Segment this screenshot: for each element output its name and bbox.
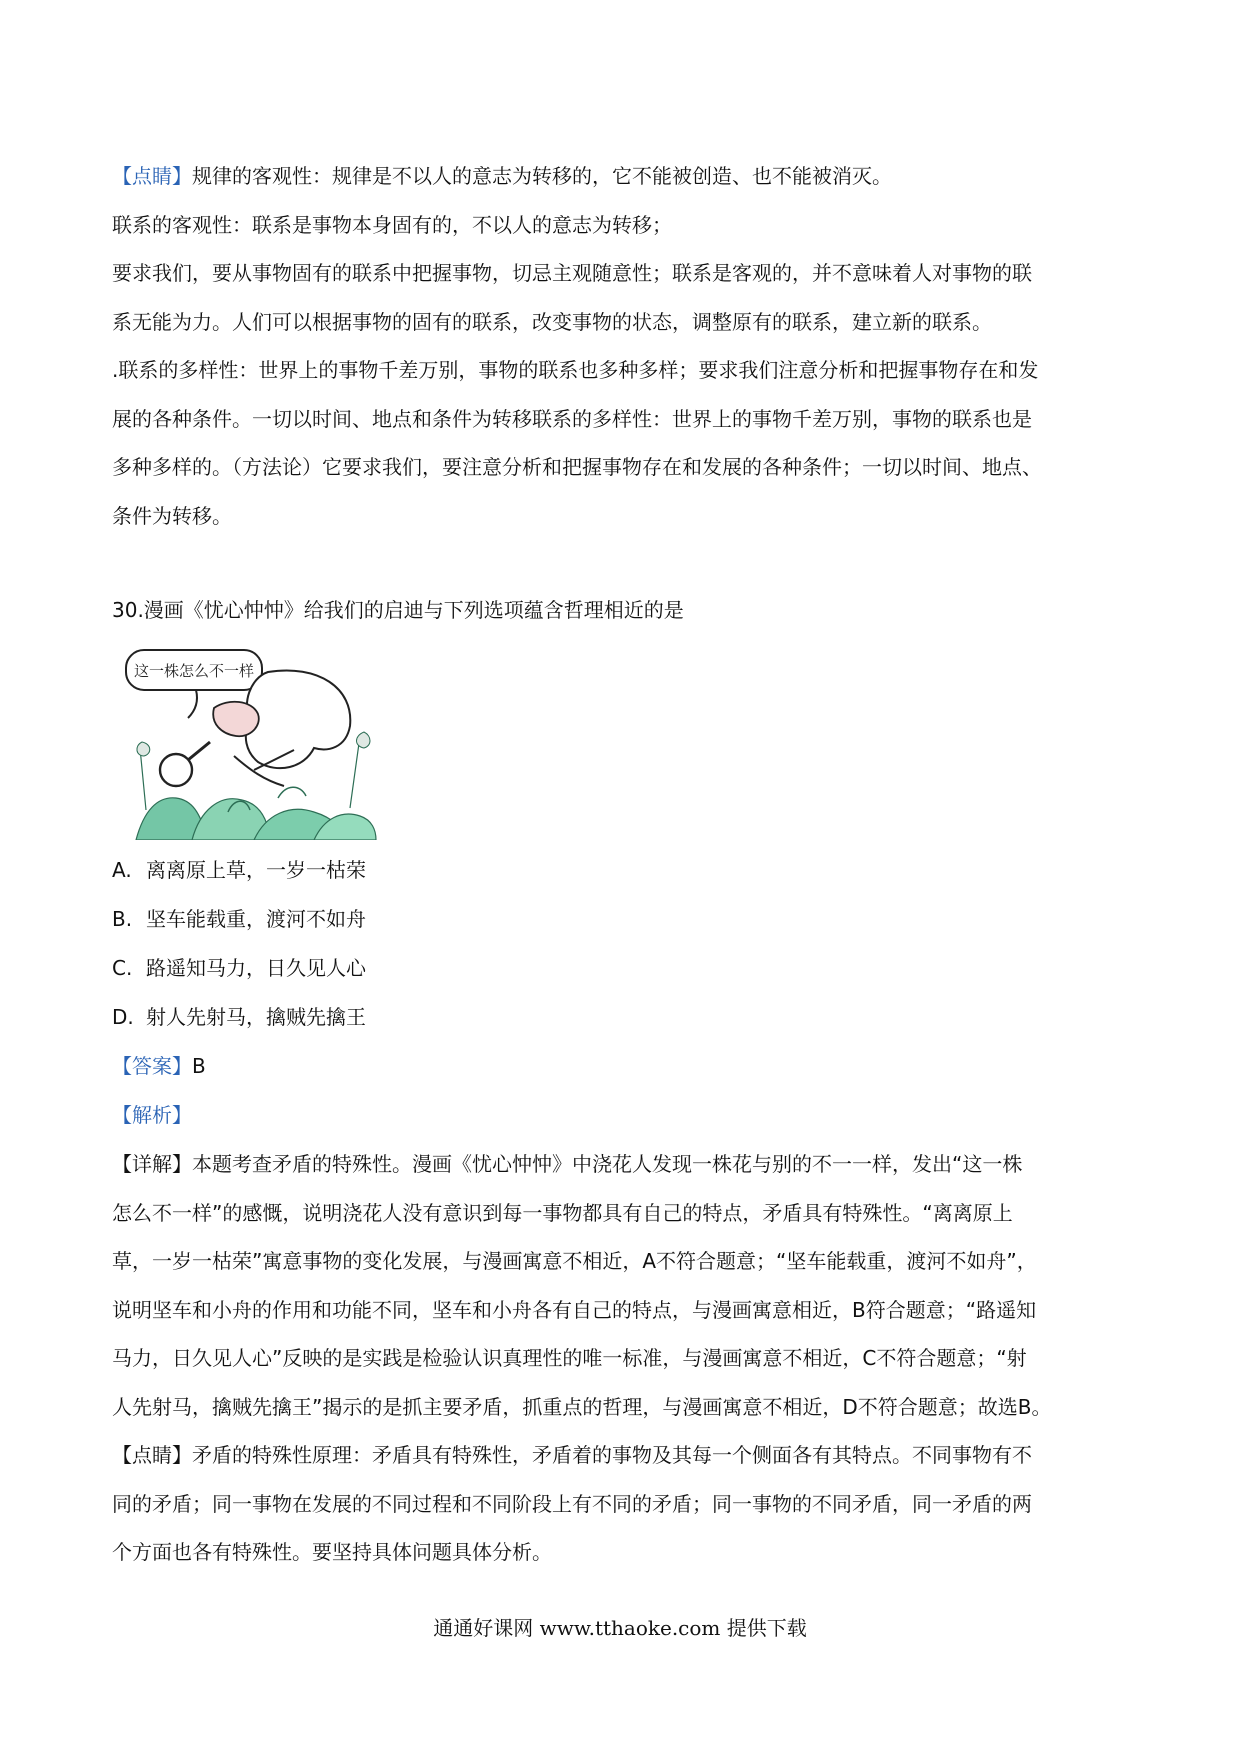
option-text: 射人先射马，擒贼先擒王 bbox=[146, 1005, 366, 1029]
line-text: .联系的多样性：世界上的事物千差万别，事物的联系也多种多样；要求我们注意分析和把握事物存在和发 bbox=[112, 358, 1039, 382]
option-d bbox=[112, 993, 1128, 1042]
text-line bbox=[112, 1237, 1128, 1286]
line-text: 展的各种条件。一切以时间、地点和条件为转移联系的多样性：世界上的事物千差万别，事物的联系也是 bbox=[112, 406, 1032, 431]
section-tag: 【点睛】 bbox=[112, 164, 192, 188]
text-line bbox=[112, 346, 1128, 395]
text-line bbox=[112, 298, 1128, 347]
page-footer: 通通好课网 www.tthaoke.com 提供下载 bbox=[433, 1616, 807, 1640]
text-line bbox=[112, 492, 1128, 541]
line-text: 本题考查矛盾的特殊性。漫画《忧心忡忡》中浇花人发现一株花与别的不一一样，发出“这一株 bbox=[192, 1152, 1023, 1176]
option-c bbox=[112, 944, 1128, 993]
answer-line bbox=[112, 1042, 1128, 1091]
text-line bbox=[112, 1431, 1128, 1480]
line-text: 条件为转移。 bbox=[112, 503, 232, 528]
line-text: 要求我们，要从事物固有的联系中把握事物，切忌主观随意性；联系是客观的，并不意味着人对事物的联 bbox=[112, 261, 1032, 285]
explanation-section bbox=[112, 1140, 1128, 1577]
text-line bbox=[112, 1480, 1128, 1529]
answer-value: B bbox=[192, 1054, 206, 1078]
cartoon-caption: 这一株怎么不一样 bbox=[134, 662, 255, 680]
line-text: 系无能为力。人们可以根据事物的固有的联系，改变事物的状态，调整原有的联系，建立新的联系。 bbox=[112, 309, 992, 334]
line-text: 规律的客观性：规律是不以人的意志为转移的，它不能被创造、也不能被消灭。 bbox=[192, 164, 892, 188]
option-letter: A. bbox=[112, 858, 132, 882]
answer-tag: 【答案】 bbox=[112, 1054, 192, 1078]
line-text: 同的矛盾；同一事物在发展的不同过程和不同阶段上有不同的矛盾；同一事物的不同矛盾，同一矛盾的两 bbox=[112, 1491, 1032, 1516]
text-line bbox=[112, 443, 1128, 492]
section-tag: 【详解】 bbox=[112, 1152, 192, 1176]
line-text: 个方面也各有特殊性。要坚持具体问题具体分析。 bbox=[112, 1540, 552, 1564]
analysis-line bbox=[112, 1091, 1128, 1140]
pointer-note-section bbox=[112, 152, 1128, 540]
line-text: 矛盾的特殊性原理：矛盾具有特殊性，矛盾着的事物及其每一个侧面各有其特点。不同事物有不 bbox=[192, 1443, 1032, 1467]
text-line bbox=[112, 201, 1128, 250]
option-a bbox=[112, 846, 1128, 895]
line-text: 怎么不一样”的感慨，说明浇花人没有意识到每一事物都具有自己的特点，矛盾具有特殊性。“离离原上 bbox=[112, 1200, 1013, 1225]
text-line bbox=[112, 1528, 1128, 1577]
analysis-tag: 【解析】 bbox=[112, 1103, 192, 1127]
line-text: 多种多样的。（方法论）它要求我们，要注意分析和把握事物存在和发展的各种条件；一切以时间、地点、 bbox=[112, 455, 1042, 479]
line-text: 马力，日久见人心”反映的是实践是检验认识真理性的唯一标准，与漫画寓意不相近，C不符合题意；“射 bbox=[112, 1346, 1027, 1370]
option-text: 路遥知马力，日久见人心 bbox=[146, 956, 366, 980]
text-line bbox=[112, 1334, 1128, 1383]
text-line bbox=[112, 395, 1128, 444]
spacer bbox=[112, 540, 1128, 586]
text-line bbox=[112, 1286, 1128, 1335]
text-line bbox=[112, 1140, 1128, 1189]
option-letter: C. bbox=[112, 956, 133, 980]
option-text: 离离原上草，一岁一枯荣 bbox=[146, 858, 366, 882]
page-content bbox=[112, 152, 1128, 1577]
text-line bbox=[112, 152, 1128, 201]
line-text: 说明坚车和小舟的作用和功能不同，坚车和小舟各有自己的特点，与漫画寓意相近，B符合题意；“路遥知 bbox=[112, 1297, 1037, 1322]
option-b bbox=[112, 895, 1128, 944]
section-tag: 【点睛】 bbox=[112, 1443, 192, 1467]
option-letter: D. bbox=[112, 1005, 134, 1029]
option-text: 坚车能载重，渡河不如舟 bbox=[146, 907, 366, 931]
answer-options bbox=[112, 846, 1128, 1042]
question-stem: 30.漫画《忧心忡忡》给我们的启迪与下列选项蕴含哲理相近的是 bbox=[112, 598, 684, 622]
cartoon-illustration bbox=[118, 644, 380, 840]
option-letter: B. bbox=[112, 907, 133, 931]
text-line bbox=[112, 1383, 1128, 1432]
line-text: 人先射马，擒贼先擒王”揭示的是抓主要矛盾，抓重点的哲理，与漫画寓意不相近，D不符合题意；故选B。 bbox=[112, 1394, 1052, 1419]
text-line bbox=[112, 1189, 1128, 1238]
line-text: 联系的客观性：联系是事物本身固有的，不以人的意志为转移； bbox=[112, 212, 672, 237]
text-line bbox=[112, 249, 1128, 298]
line-text: 草，一岁一枯荣”寓意事物的变化发展，与漫画寓意不相近，A不符合题意；“坚车能载重，渡河不如舟”， bbox=[112, 1249, 1037, 1273]
